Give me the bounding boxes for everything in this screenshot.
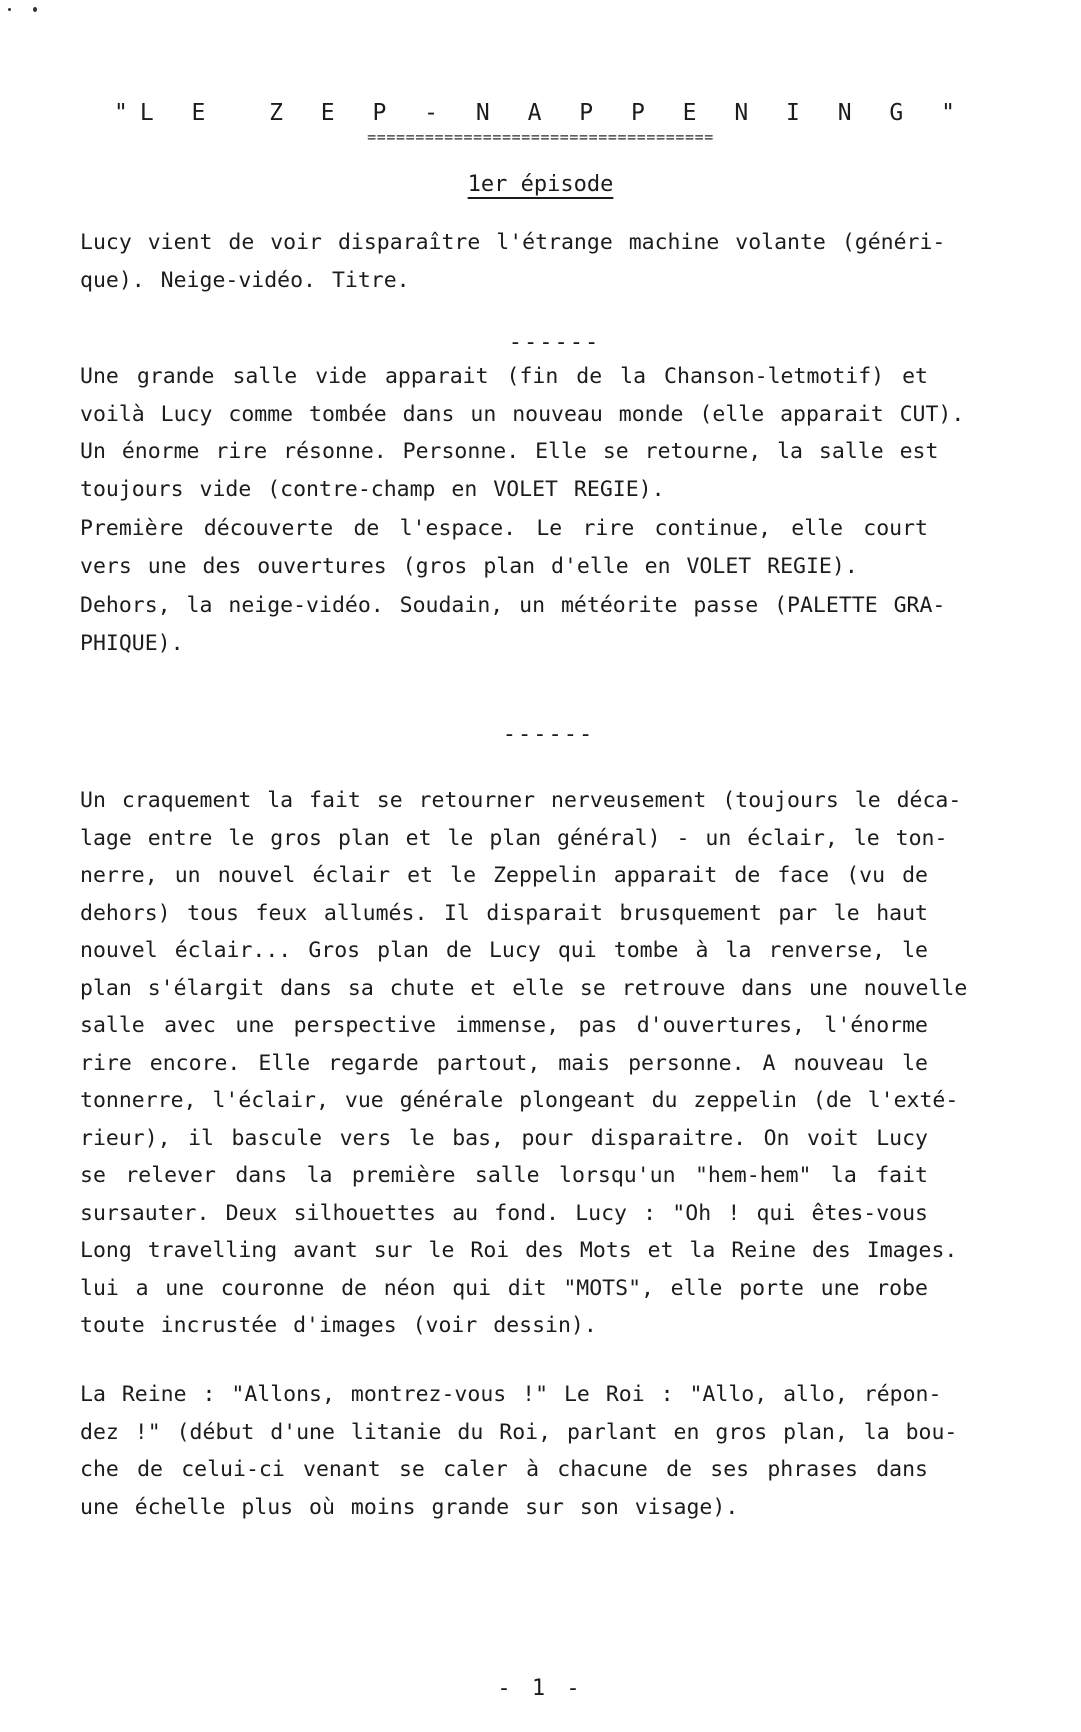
text-line: che de celui-ci venant se caler à chacune de ses phrases dans	[80, 1457, 928, 1482]
text-line: se relever dans la première salle lorsqu'un "hem-hem" la fait	[80, 1163, 928, 1188]
text-line: Lucy vient de voir disparaître l'étrange machine volante (généri-	[80, 230, 946, 255]
text-line: toujours vide (contre-champ en VOLET REGIE).	[80, 476, 665, 502]
document-title: "L E Z E P - N A P P E N I N G "	[114, 100, 967, 126]
episode-heading-text: 1er épisode	[467, 172, 614, 197]
section-separator: ------	[508, 330, 601, 355]
text-line: nouvel éclair... Gros plan de Lucy qui tombe à la renverse, le	[80, 938, 928, 963]
text-line: salle avec une perspective immense, pas d'ouvertures, l'énorme	[80, 1013, 928, 1038]
paragraph-intro	[80, 224, 946, 299]
scan-speck	[33, 7, 37, 12]
text-line: rire encore. Elle regarde partout, mais personne. A nouveau le	[80, 1050, 928, 1076]
text-line: que). Neige-vidéo. Titre.	[80, 267, 410, 293]
text-line: sursauter. Deux silhouettes au fond. Lucy : "Oh ! qui êtes-vous	[80, 1200, 928, 1226]
text-line: rieur), il bascule vers le bas, pour disparaitre. On voit Lucy	[80, 1125, 928, 1151]
text-line: La Reine : "Allons, montrez-vous !" Le Roi : "Allo, allo, répon-	[80, 1382, 942, 1407]
text-line: une échelle plus où moins grande sur son visage).	[80, 1494, 739, 1520]
text-line: tonnerre, l'éclair, vue générale plongeant du zeppelin (de l'exté-	[80, 1088, 959, 1113]
text-line: Une grande salle vide apparait (fin de la Chanson-letmotif) et	[80, 364, 928, 389]
paragraph-section-3	[80, 782, 968, 1345]
section-separator: ------	[502, 722, 595, 747]
paragraph-section-4	[80, 1376, 958, 1526]
text-line: toute incrustée d'images (voir dessin).	[80, 1313, 597, 1338]
text-line: Un craquement la fait se retourner nerveusement (toujours le déca-	[80, 788, 962, 813]
page-number: - 1 -	[497, 1676, 584, 1701]
scan-speck	[8, 8, 11, 11]
episode-heading	[0, 172, 1081, 197]
text-line: Première découverte de l'espace. Le rire continue, elle court	[80, 516, 928, 541]
text-line: Long travelling avant sur le Roi des Mots et la Reine des Images.	[80, 1238, 958, 1263]
text-line: Un énorme rire résonne. Personne. Elle se retourne, la salle est	[80, 439, 939, 464]
title-underline-rule: ====================================	[367, 128, 714, 146]
paragraph-section-2	[80, 358, 965, 662]
text-line: lui a une couronne de néon qui dit "MOTS", elle porte une robe	[80, 1275, 928, 1301]
text-line: voilà Lucy comme tombée dans un nouveau monde (elle apparait CUT).	[80, 401, 965, 427]
text-line: nerre, un nouvel éclair et le Zeppelin apparait de face (vu de	[80, 863, 928, 888]
text-line: PHIQUE).	[80, 630, 184, 656]
text-line: lage entre le gros plan et le plan général) - un éclair, le ton-	[80, 825, 948, 851]
text-line: dez !" (début d'une litanie du Roi, parlant en gros plan, la bou-	[80, 1419, 958, 1445]
text-line: Dehors, la neige-vidéo. Soudain, un météorite passe (PALETTE GRA-	[80, 593, 946, 618]
text-line: plan s'élargit dans sa chute et elle se retrouve dans une nouvelle	[80, 975, 968, 1001]
text-line: vers une des ouvertures (gros plan d'elle en VOLET REGIE).	[80, 553, 858, 579]
text-line: dehors) tous feux allumés. Il disparait brusquement par le haut	[80, 900, 928, 926]
